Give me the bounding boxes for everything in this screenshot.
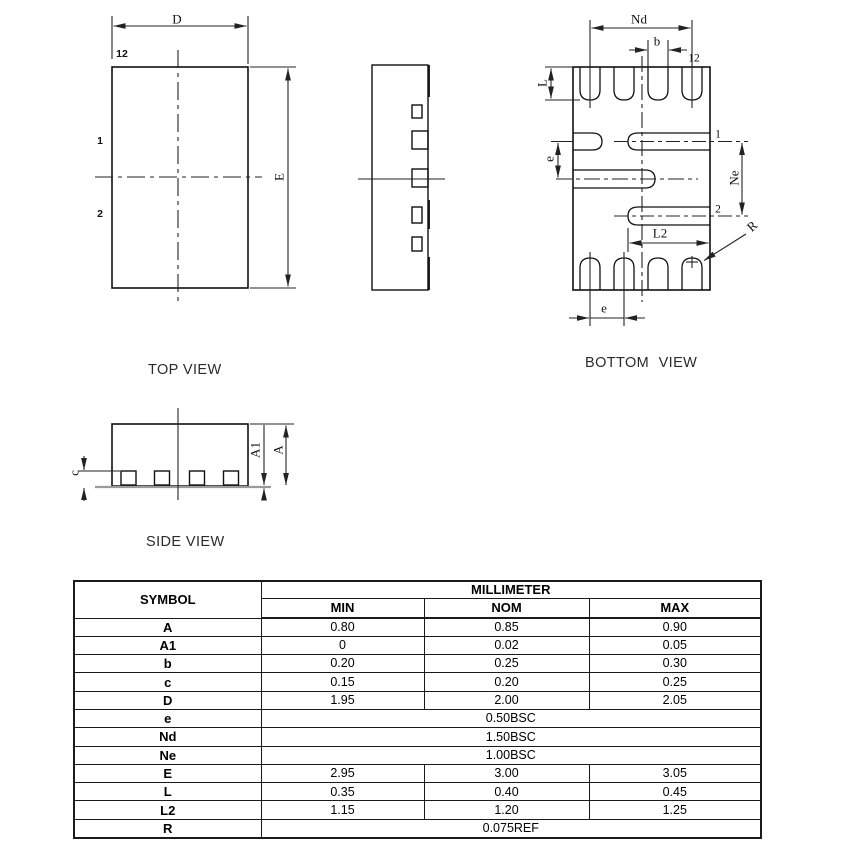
row-max: 2.05: [589, 691, 761, 709]
pin-label-1-top: 1: [97, 134, 103, 147]
row-symbol: Ne: [74, 746, 261, 764]
row-nom: 0.25: [424, 655, 589, 673]
row-symbol: A1: [74, 636, 261, 654]
table-row: [74, 673, 761, 691]
row-min: 0.15: [261, 673, 424, 691]
table-row: [74, 746, 761, 764]
dim-label-l2: L2: [652, 225, 668, 241]
dim-label-c: c: [66, 470, 82, 476]
row-symbol: A: [74, 618, 261, 636]
row-min: 2.95: [261, 764, 424, 782]
row-max: 1.25: [589, 801, 761, 819]
table-row: [74, 764, 761, 782]
dim-label-r: R: [743, 217, 761, 235]
edge-profile-drawing: [358, 65, 445, 290]
row-span-value: 0.50BSC: [261, 709, 761, 727]
table-row: [74, 801, 761, 819]
side-view-title: SIDE VIEW: [146, 534, 225, 550]
pin-label-2-top: 2: [97, 207, 103, 220]
row-min: 0: [261, 636, 424, 654]
table-row: [74, 783, 761, 801]
row-max: 0.45: [589, 783, 761, 801]
table-row: [74, 691, 761, 709]
table-row: [74, 655, 761, 673]
table-header-nom: NOM: [424, 598, 589, 618]
row-min: 0.35: [261, 783, 424, 801]
row-span-value: 1.00BSC: [261, 746, 761, 764]
bottom-view-drawing: [541, 20, 748, 326]
top-view-title: TOP VIEW: [148, 362, 222, 378]
row-symbol: L2: [74, 801, 261, 819]
side-view-body-outline: [112, 424, 248, 486]
row-symbol: c: [74, 673, 261, 691]
dim-label-e-left: e: [541, 156, 557, 162]
row-symbol: b: [74, 655, 261, 673]
dim-label-e-bottom: e: [601, 300, 607, 316]
dim-label-a1: A1: [247, 442, 263, 458]
row-max: 0.25: [589, 673, 761, 691]
row-symbol: Nd: [74, 728, 261, 746]
row-nom: 0.20: [424, 673, 589, 691]
pin-label-12-bottom: 12: [688, 52, 700, 65]
row-symbol: E: [74, 764, 261, 782]
table-header-millimeter: MILLIMETER: [261, 581, 761, 598]
row-symbol: R: [74, 819, 261, 837]
pin-label-12-top: 12: [116, 47, 128, 60]
row-min: 0.80: [261, 618, 424, 636]
row-min: 1.95: [261, 691, 424, 709]
side-view-leads: [121, 471, 239, 485]
row-max: 0.30: [589, 655, 761, 673]
row-max: 3.05: [589, 764, 761, 782]
dim-label-b: b: [653, 33, 661, 49]
table-row: [74, 618, 761, 636]
dim-label-a: A: [270, 445, 286, 455]
table-header-min: MIN: [261, 598, 424, 618]
table-header-max: MAX: [589, 598, 761, 618]
table-header-symbol: SYMBOL: [74, 581, 261, 618]
row-nom: 0.85: [424, 618, 589, 636]
bottom-view-bottom-pads: [580, 258, 702, 290]
row-span-value: 0.075REF: [261, 819, 761, 837]
row-span-value: 1.50BSC: [261, 728, 761, 746]
pin-label-1-bottom: 1: [715, 128, 721, 141]
row-nom: 0.02: [424, 636, 589, 654]
row-max: 0.90: [589, 618, 761, 636]
row-nom: 1.20: [424, 801, 589, 819]
table-row: [74, 728, 761, 746]
dim-label-ne: Ne: [726, 170, 742, 186]
dim-label-nd: Nd: [631, 11, 647, 27]
dim-label-l: L: [534, 79, 550, 87]
table-row: [74, 636, 761, 654]
table-row: [74, 709, 761, 727]
row-min: 1.15: [261, 801, 424, 819]
row-nom: 2.00: [424, 691, 589, 709]
dimension-table: [73, 580, 762, 839]
dim-label-d: D: [172, 11, 182, 27]
pin-label-2-bottom: 2: [715, 203, 721, 216]
row-symbol: e: [74, 709, 261, 727]
row-nom: 0.40: [424, 783, 589, 801]
bottom-view-title: BOTTOM VIEW: [585, 355, 698, 371]
row-symbol: D: [74, 691, 261, 709]
row-nom: 3.00: [424, 764, 589, 782]
table-row: [74, 819, 761, 837]
row-max: 0.05: [589, 636, 761, 654]
dim-label-e-height: E: [271, 173, 287, 181]
row-min: 0.20: [261, 655, 424, 673]
row-symbol: L: [74, 783, 261, 801]
bottom-view-top-pads: [580, 67, 702, 100]
